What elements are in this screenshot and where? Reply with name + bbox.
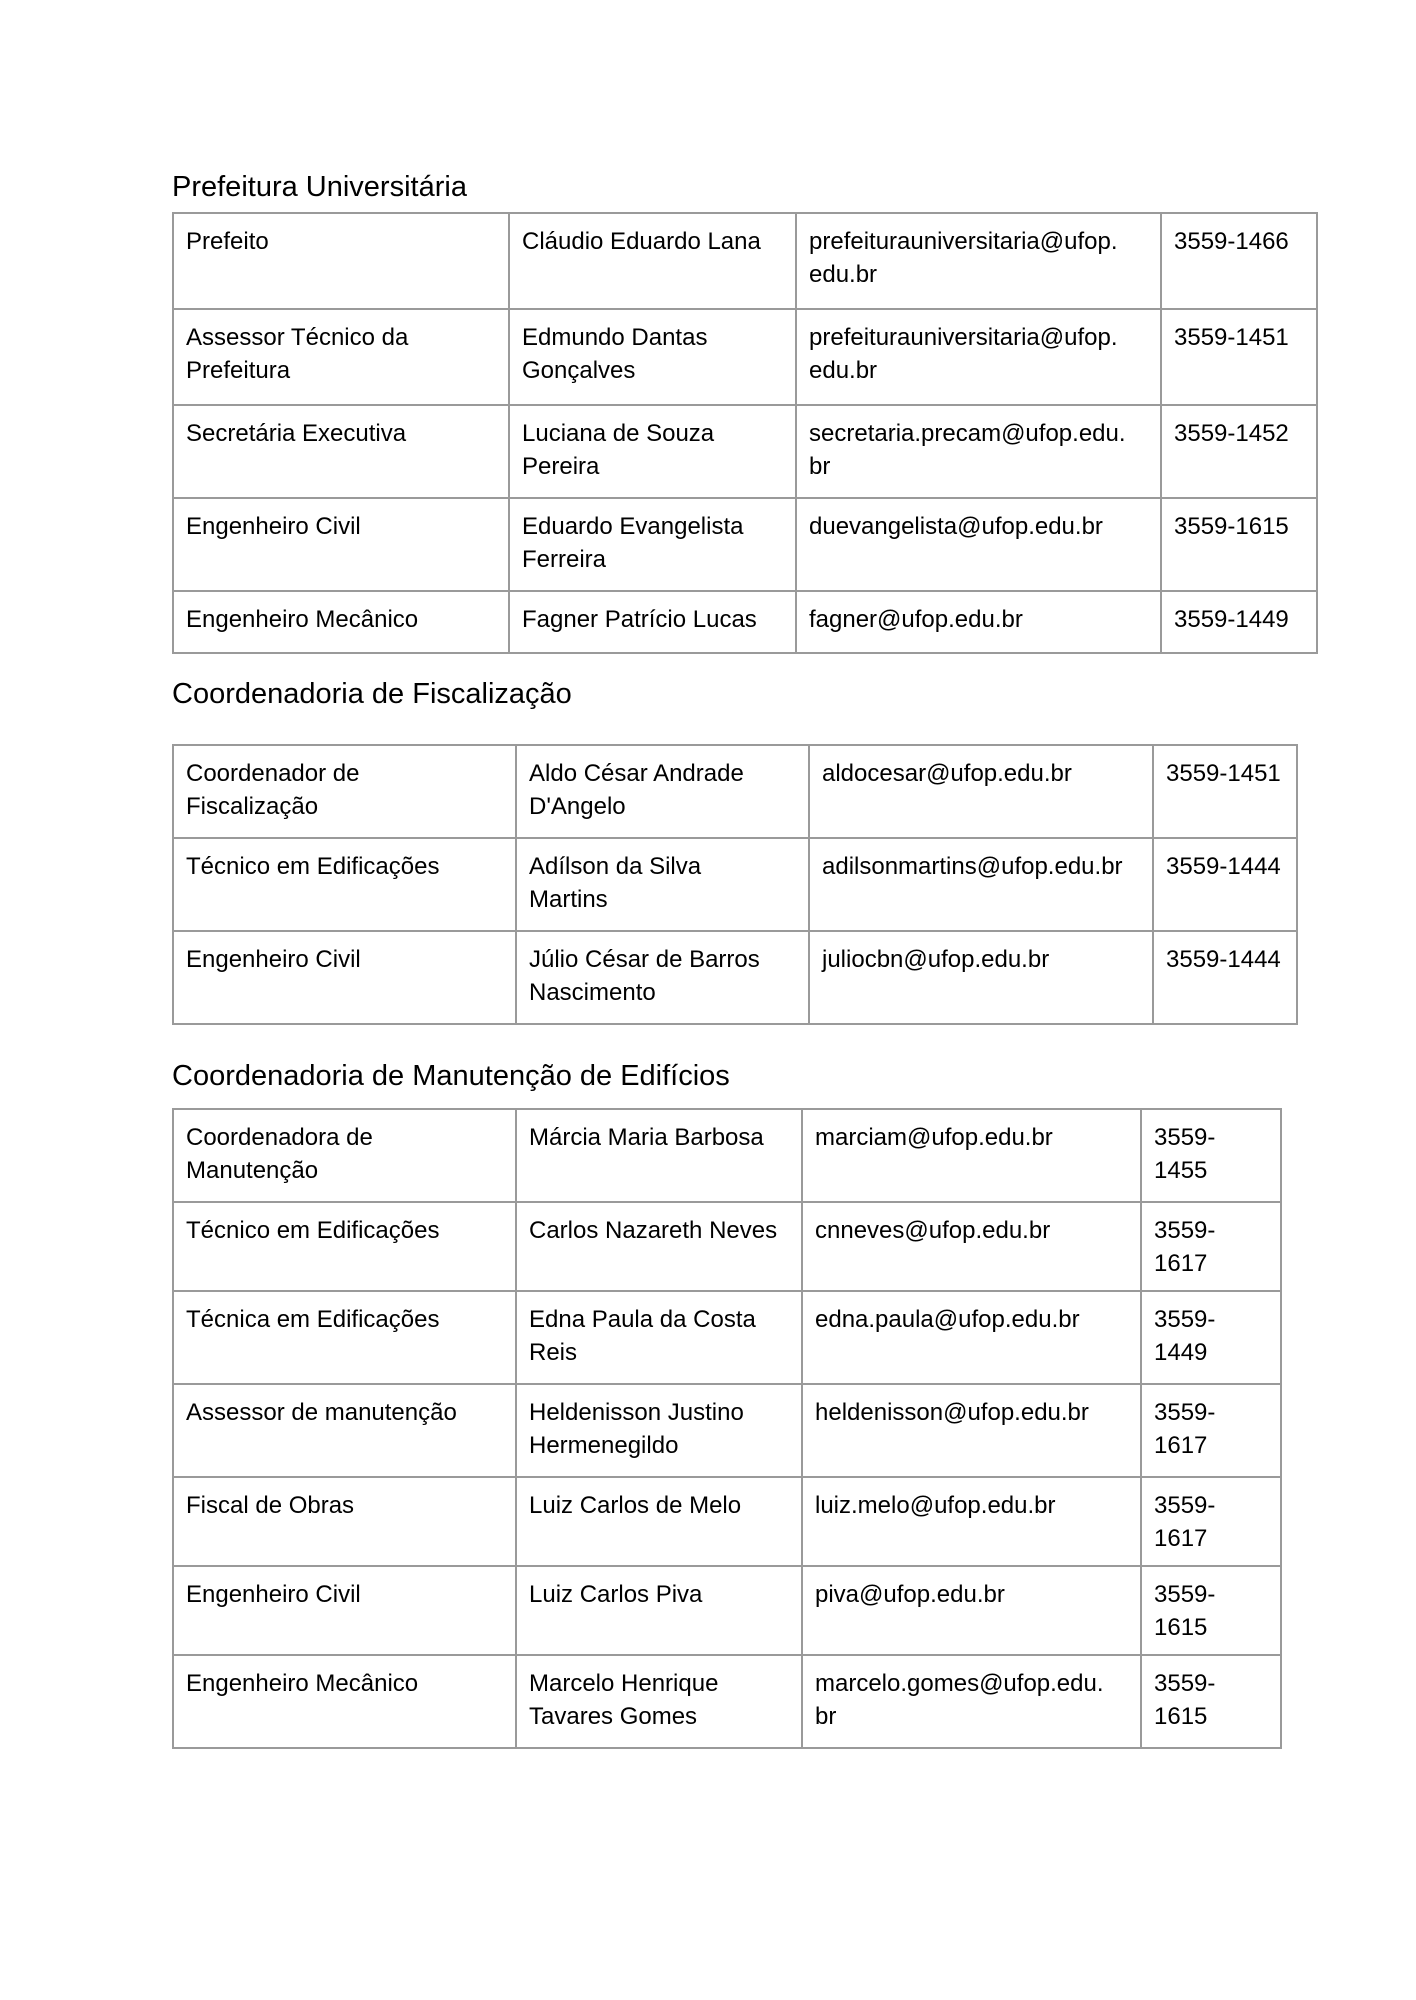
table-row (173, 213, 1317, 309)
cell-phone: 3559-1615 (1161, 498, 1317, 591)
cell-email: luiz.melo@ufop.edu.br (802, 1477, 1141, 1566)
cell-name: Júlio César de Barros Nascimento (516, 931, 809, 1024)
cell-name: Heldenisson Justino Hermenegildo (516, 1384, 802, 1477)
cell-name: Carlos Nazareth Neves (516, 1202, 802, 1291)
contacts-table-prefeitura (172, 212, 1318, 654)
cell-name: Luiz Carlos de Melo (516, 1477, 802, 1566)
cell-phone: 3559-1449 (1141, 1291, 1281, 1384)
cell-phone: 3559-1452 (1161, 405, 1317, 498)
cell-phone: 3559-1615 (1141, 1566, 1281, 1655)
cell-name: Cláudio Eduardo Lana (509, 213, 796, 309)
table-row (173, 1384, 1281, 1477)
cell-role: Coordenadora de Manutenção (173, 1109, 516, 1202)
cell-email: prefeiturauniversitaria@ufop. edu.br (796, 213, 1161, 309)
cell-phone: 3559-1617 (1141, 1384, 1281, 1477)
cell-phone: 3559-1615 (1141, 1655, 1281, 1748)
cell-role: Engenheiro Civil (173, 1566, 516, 1655)
cell-role: Engenheiro Civil (173, 498, 509, 591)
cell-role: Engenheiro Civil (173, 931, 516, 1024)
cell-name: Marcelo Henrique Tavares Gomes (516, 1655, 802, 1748)
cell-name: Márcia Maria Barbosa (516, 1109, 802, 1202)
cell-role: Assessor de manutenção (173, 1384, 516, 1477)
cell-email: prefeiturauniversitaria@ufop. edu.br (796, 309, 1161, 405)
cell-name: Edmundo Dantas Gonçalves (509, 309, 796, 405)
cell-email: adilsonmartins@ufop.edu.br (809, 838, 1153, 931)
cell-phone: 3559-1444 (1153, 931, 1297, 1024)
cell-email: duevangelista@ufop.edu.br (796, 498, 1161, 591)
cell-phone: 3559-1466 (1161, 213, 1317, 309)
table-row (173, 1109, 1281, 1202)
cell-email: juliocbn@ufop.edu.br (809, 931, 1153, 1024)
section-title-fiscalizacao: Coordenadoria de Fiscalização (172, 678, 572, 710)
cell-name: Luciana de Souza Pereira (509, 405, 796, 498)
section-title-manutencao: Coordenadoria de Manutenção de Edifícios (172, 1060, 730, 1092)
cell-email: fagner@ufop.edu.br (796, 591, 1161, 653)
cell-role: Técnico em Edificações (173, 1202, 516, 1291)
cell-name: Fagner Patrício Lucas (509, 591, 796, 653)
cell-email: secretaria.precam@ufop.edu. br (796, 405, 1161, 498)
cell-phone: 3559-1455 (1141, 1109, 1281, 1202)
cell-email: edna.paula@ufop.edu.br (802, 1291, 1141, 1384)
cell-email: aldocesar@ufop.edu.br (809, 745, 1153, 838)
table-row (173, 745, 1297, 838)
cell-name: Adílson da Silva Martins (516, 838, 809, 931)
cell-email: marciam@ufop.edu.br (802, 1109, 1141, 1202)
table-row (173, 1477, 1281, 1566)
cell-name: Luiz Carlos Piva (516, 1566, 802, 1655)
cell-email: piva@ufop.edu.br (802, 1566, 1141, 1655)
cell-phone: 3559-1444 (1153, 838, 1297, 931)
cell-role: Coordenador de Fiscalização (173, 745, 516, 838)
cell-role: Fiscal de Obras (173, 1477, 516, 1566)
table-row (173, 405, 1317, 498)
cell-name: Eduardo Evangelista Ferreira (509, 498, 796, 591)
cell-role: Técnica em Edificações (173, 1291, 516, 1384)
cell-phone: 3559-1451 (1161, 309, 1317, 405)
cell-role: Secretária Executiva (173, 405, 509, 498)
table-row (173, 309, 1317, 405)
contacts-table-fiscalizacao (172, 744, 1298, 1025)
table-row (173, 591, 1317, 653)
cell-role: Técnico em Edificações (173, 838, 516, 931)
table-row (173, 498, 1317, 591)
cell-phone: 3559-1451 (1153, 745, 1297, 838)
cell-email: heldenisson@ufop.edu.br (802, 1384, 1141, 1477)
table-row (173, 838, 1297, 931)
table-row (173, 931, 1297, 1024)
cell-phone: 3559-1617 (1141, 1477, 1281, 1566)
table-row (173, 1655, 1281, 1748)
cell-role: Prefeito (173, 213, 509, 309)
section-title-prefeitura: Prefeitura Universitária (172, 171, 467, 203)
cell-role: Engenheiro Mecânico (173, 1655, 516, 1748)
contacts-table-manutencao (172, 1108, 1282, 1749)
cell-email: cnneves@ufop.edu.br (802, 1202, 1141, 1291)
table-row (173, 1291, 1281, 1384)
table-row (173, 1202, 1281, 1291)
cell-role: Engenheiro Mecânico (173, 591, 509, 653)
cell-name: Aldo César Andrade D'Angelo (516, 745, 809, 838)
cell-role: Assessor Técnico da Prefeitura (173, 309, 509, 405)
cell-email: marcelo.gomes@ufop.edu. br (802, 1655, 1141, 1748)
cell-name: Edna Paula da Costa Reis (516, 1291, 802, 1384)
cell-phone: 3559-1617 (1141, 1202, 1281, 1291)
table-row (173, 1566, 1281, 1655)
cell-phone: 3559-1449 (1161, 591, 1317, 653)
